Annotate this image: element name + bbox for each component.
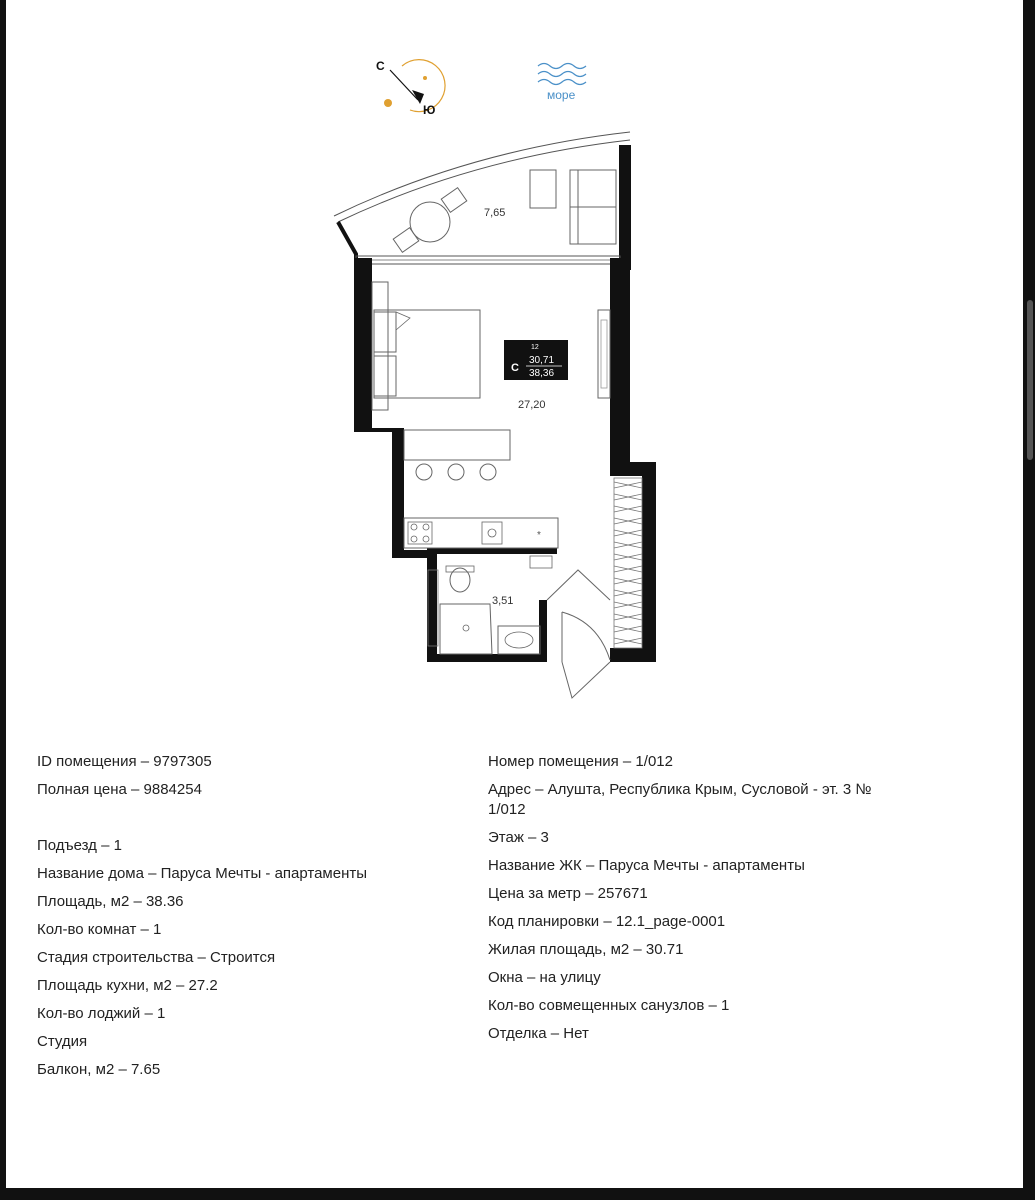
detail-spacer <box>37 808 477 828</box>
entrance-door <box>547 570 610 698</box>
detail-bathrooms: Кол-во совмещенных санузлов – 1 <box>488 997 730 1014</box>
detail-construction-stage: Стадия строительства – Строится <box>37 949 276 966</box>
detail-finishing: Отделка – Нет <box>488 1025 589 1042</box>
loggia-hatch <box>614 478 642 648</box>
compass-north-label: С <box>376 59 385 73</box>
sea-label: море <box>547 88 576 102</box>
bathroom-area-label: 3,51 <box>492 595 514 607</box>
balcony-area-label: 7,65 <box>484 207 506 219</box>
detail-rooms-count: Кол-во комнат – 1 <box>37 921 162 938</box>
room-area-label: 27,20 <box>518 399 546 411</box>
detail-windows: Окна – на улицу <box>488 969 601 986</box>
detail-balcony-area: Балкон, м2 – 7.65 <box>37 1061 161 1078</box>
detail-room-number: Номер помещения – 1/012 <box>488 753 673 770</box>
badge-living-area: 30,71 <box>529 355 555 366</box>
bathroom <box>428 556 552 654</box>
details-column-right <box>488 752 928 1052</box>
detail-living-area: Жилая площадь, м2 – 30.71 <box>488 941 684 958</box>
snowflake-icon: * <box>537 530 541 541</box>
detail-entrance: Подъезд – 1 <box>37 837 122 854</box>
balcony <box>334 132 631 270</box>
screen-edge-bottom <box>0 1188 1035 1200</box>
detail-price-per-meter: Цена за метр – 257671 <box>488 885 648 902</box>
sea-waves-icon <box>538 64 586 85</box>
detail-layout-code: Код планировки – 12.1_page-0001 <box>488 913 726 930</box>
scrollbar-thumb[interactable] <box>1027 300 1033 460</box>
bar-counter <box>404 430 510 480</box>
compass-icon <box>376 59 445 117</box>
badge-type: С <box>511 362 519 374</box>
details-column-left <box>37 752 477 1088</box>
detail-studio: Студия <box>37 1033 88 1050</box>
detail-room-id: ID помещения – 9797305 <box>37 753 212 770</box>
scrollbar-track[interactable] <box>1023 0 1035 1200</box>
detail-address: Адрес – Алушта, Республика Крым, Сусловой - эт. 3 № 1/012 <box>488 781 872 818</box>
badge-number: 12 <box>531 344 539 351</box>
detail-kitchen-area: Площадь кухни, м2 – 27.2 <box>37 977 218 994</box>
detail-floor: Этаж – 3 <box>488 829 549 846</box>
bed <box>372 282 480 410</box>
detail-full-price: Полная цена – 9884254 <box>37 781 202 798</box>
detail-loggias-count: Кол-во лоджий – 1 <box>37 1005 166 1022</box>
detail-house-name: Название дома – Паруса Мечты - апартаменты <box>37 865 368 882</box>
detail-area: Площадь, м2 – 38.36 <box>37 893 184 910</box>
compass-south-label: Ю <box>423 103 436 117</box>
detail-complex-name: Название ЖК – Паруса Мечты - апартаменты <box>488 857 805 874</box>
kitchen <box>404 518 558 548</box>
area-badge <box>504 340 568 380</box>
wardrobe <box>598 310 610 398</box>
badge-total-area: 38,36 <box>529 368 555 379</box>
